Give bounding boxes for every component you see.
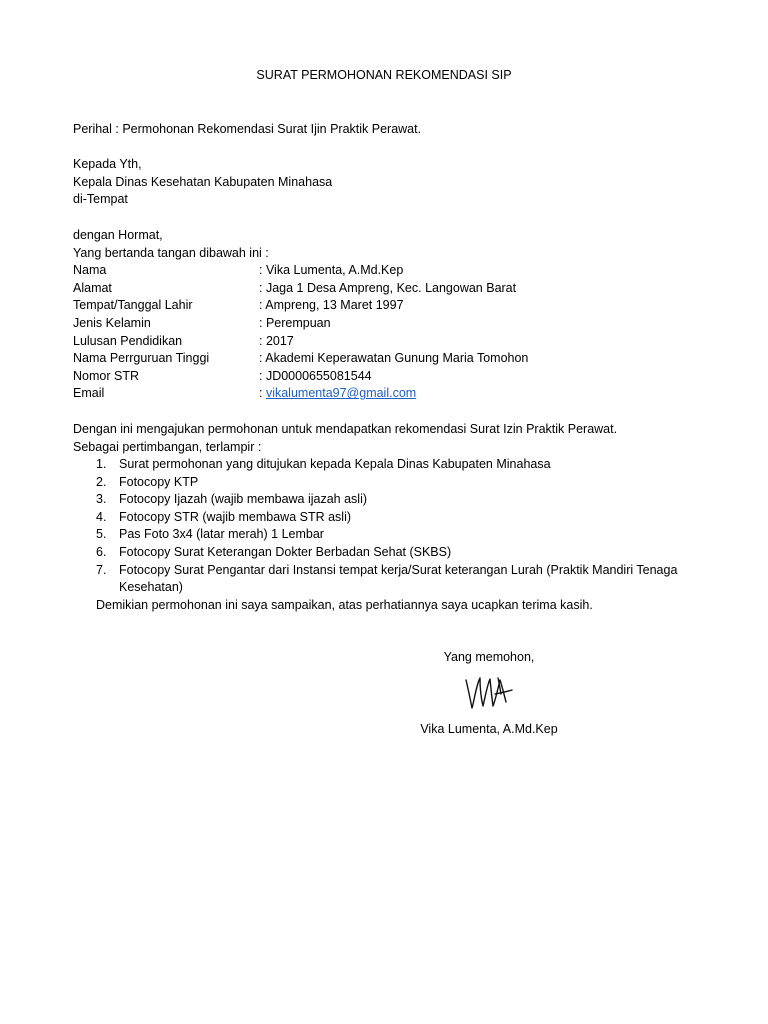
closing-text: Demikian permohonan ini saya sampaikan, atas perhatiannya saya ucapkan terima kasih. xyxy=(96,598,593,612)
list-item xyxy=(96,526,706,544)
field-row-jenis-kelamin xyxy=(73,315,528,333)
field-value: : Vika Lumenta, A.Md.Kep xyxy=(259,263,404,278)
field-label: Alamat xyxy=(73,280,112,295)
field-row-email xyxy=(73,385,528,403)
field-value: : Akademi Keperawatan Gunung Maria Tomohon xyxy=(259,351,529,366)
field-label: Jenis Kelamin xyxy=(73,315,151,330)
email-link[interactable]: vikalumenta97@gmail.com xyxy=(265,386,417,401)
field-label: Lulusan Pendidikan xyxy=(73,333,183,348)
signoff xyxy=(400,649,578,667)
list-number: 7. xyxy=(96,562,107,577)
field-value: : JD0000655081544 xyxy=(259,368,372,383)
list-number: 3. xyxy=(96,492,107,507)
list-item xyxy=(96,491,706,509)
subject-line xyxy=(73,121,421,139)
list-number: 1. xyxy=(96,457,107,471)
field-row-nama xyxy=(73,262,528,280)
recipient-line-1: Kepada Yth, xyxy=(73,157,142,171)
field-label: Nama xyxy=(73,263,107,278)
signoff-text: Yang memohon, xyxy=(443,650,535,664)
field-row-nomor-str xyxy=(73,368,528,386)
list-item xyxy=(96,544,706,562)
list-item xyxy=(96,562,706,597)
recipient-line-3: di-Tempat xyxy=(73,192,128,207)
field-row-alamat xyxy=(73,280,528,298)
letter-title: SURAT PERMOHONAN REKOMENDASI SIP xyxy=(256,68,512,82)
list-item xyxy=(96,474,706,492)
signer-block xyxy=(400,721,578,739)
field-value: : Jaga 1 Desa Ampreng, Kec. Langowan Barat xyxy=(259,280,517,295)
field-value: : Ampreng, 13 Maret 1997 xyxy=(259,298,404,313)
field-label: Nama Perrguruan Tinggi xyxy=(73,351,210,366)
list-number: 2. xyxy=(96,474,107,489)
list-number: 4. xyxy=(96,509,107,524)
list-item xyxy=(96,456,706,474)
attachments-intro: Sebagai pertimbangan, terlampir : xyxy=(73,439,262,454)
intro-text: Yang bertanda tangan dibawah ini : xyxy=(73,245,269,260)
list-text: Fotocopy Surat Keterangan Dokter Berbadan Sehat (SKBS) xyxy=(119,544,452,559)
signer-name: Vika Lumenta, A.Md.Kep xyxy=(420,722,558,736)
list-text: Fotocopy Surat Pengantar dari Instansi tempat kerja/Surat keterangan Lurah (Praktik Mandiri Tenaga Kesehatan) xyxy=(119,562,678,595)
recipient-line-2: Kepala Dinas Kesehatan Kabupaten Minahasa xyxy=(73,174,333,189)
list-text: Fotocopy KTP xyxy=(119,474,199,489)
field-row-perguruan-tinggi xyxy=(73,350,528,368)
list-item xyxy=(96,509,706,527)
list-text: Fotocopy Ijazah (wajib membawa ijazah asli) xyxy=(119,492,368,507)
field-label: Nomor STR xyxy=(73,368,139,383)
closing-line xyxy=(96,597,593,615)
recipient-block xyxy=(73,156,332,209)
field-label: Tempat/Tanggal Lahir xyxy=(73,298,193,313)
handwritten-signature xyxy=(462,672,514,716)
list-text: Fotocopy STR (wajib membawa STR asli) xyxy=(119,509,352,524)
greeting: dengan Hormat, xyxy=(73,228,163,242)
list-number: 6. xyxy=(96,544,107,559)
field-value: : Perempuan xyxy=(259,315,331,330)
body-block xyxy=(73,421,617,456)
field-row-tempat-tanggal-lahir xyxy=(73,297,528,315)
field-value: : 2017 xyxy=(259,333,294,348)
list-number: 5. xyxy=(96,527,107,542)
subject-text: Perihal : Permohonan Rekomendasi Surat Ijin Praktik Perawat. xyxy=(73,122,422,136)
body-paragraph: Dengan ini mengajukan permohonan untuk mendapatkan rekomendasi Surat Izin Praktik Perawat. xyxy=(73,422,618,436)
email-prefix: : xyxy=(259,386,266,401)
field-row-lulusan-pendidikan xyxy=(73,333,528,351)
attachment-list xyxy=(96,456,706,597)
applicant-block xyxy=(73,227,528,403)
field-label: Email xyxy=(73,386,105,401)
list-text: Surat permohonan yang ditujukan kepada Kepala Dinas Kabupaten Minahasa xyxy=(119,457,551,471)
list-text: Pas Foto 3x4 (latar merah) 1 Lembar xyxy=(119,527,324,542)
